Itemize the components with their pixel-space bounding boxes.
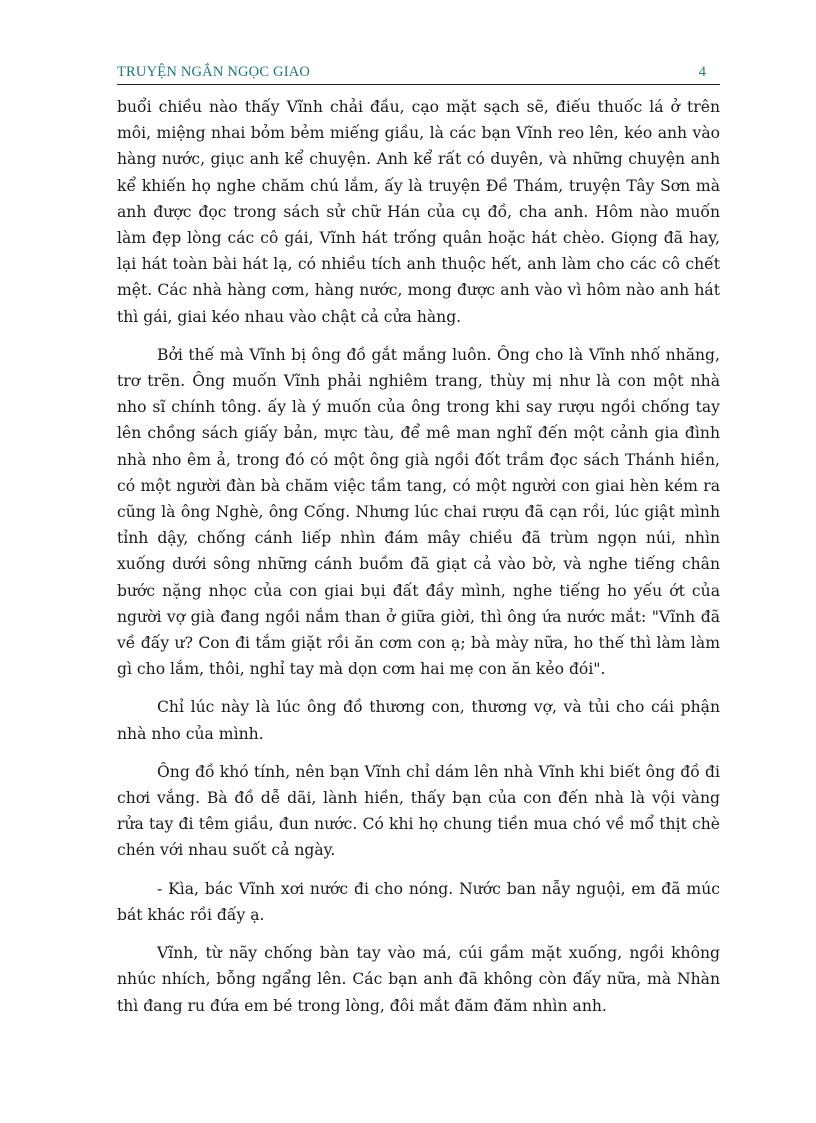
paragraph: Ông đồ khó tính, nên bạn Vĩnh chỉ dám lên nhà Vĩnh khi biết ông đồ đi chơi vắng. Bà đồ dễ dãi, lành hiền, thấy bạn của con đến nhà là vội vàng rửa tay đi têm giầu, đun nước. Có khi họ chung tiền mua chó về mổ thịt chè chén với nhau suốt cả ngày. xyxy=(117,762,720,860)
page-header xyxy=(117,62,720,85)
paragraph: Bởi thế mà Vĩnh bị ông đồ gắt mắng luôn. Ông cho là Vĩnh nhố nhăng, trơ trẽn. Ông muốn Vĩnh phải nghiêm trang, thùy mị như là con một nhà nho sĩ chính tông. ấy là ý muốn của ông trong khi say rượu ngồi chống tay lên chồng sách giấy bản, mực tàu, để mê man nghĩ đến một cảnh gia đình nhà nho êm ả, trong đó có một ông già ngồi đốt trầm đọc sách Thánh hiền, có một người đàn bà chăm việc tầm tang, có một người con giai hèn kém ra cũng là ông Nghè, ông Cống. Nhưng lúc chai rượu đã cạn rồi, lúc giật mình tỉnh dậy, chống cánh liếp nhìn đám mây chiều đã trùm ngọn núi, nhìn xuống dưới sông những cánh buồm đã giạt cả vào bờ, và nghe tiếng chân bước nặng nhọc của con giai bụi đất đầy mình, nghe tiếng ho yếu ớt của người vợ già đang ngồi nắm than ở giữa giời, thì ông ứa nước mắt: "Vĩnh đã về đấy ư? Con đi tắm giặt rồi ăn cơm con ạ; bà mày nữa, ho thế thì làm làm gì cho lắm, thôi, nghỉ tay mà dọn cơm hai mẹ con ăn kẻo đói". xyxy=(117,345,720,679)
paragraph: buổi chiều nào thấy Vĩnh chải đầu, cạo mặt sạch sẽ, điếu thuốc lá ở trên môi, miệng nhai bỏm bẻm miếng giầu, là các bạn Vĩnh reo lên, kéo anh vào hàng nước, giục anh kể chuyện. Anh kể rất có duyên, và những chuyện anh kể khiến họ nghe chăm chú lắm, ấy là truyện Đề Thám, truyện Tây Sơn mà anh được đọc trong sách sử chữ Hán của cụ đồ, cha anh. Hôm nào muốn làm đẹp lòng các cô gái, Vĩnh hát trống quân hoặc hát chèo. Giọng đã hay, lại hát toàn bài hát lạ, có nhiều tích anh thuộc hết, anh làm cho các cô chết mệt. Các nhà hàng cơm, hàng nước, mong được anh vào vì hôm nào anh hát thì gái, giai kéo nhau vào chật cả cửa hàng. xyxy=(117,98,720,326)
story-body xyxy=(117,94,720,1031)
paragraph: - Kìa, bác Vĩnh xơi nước đi cho nóng. Nước ban nẫy nguội, em đã múc bát khác rồi đấy ạ. xyxy=(117,879,720,924)
paragraph: Chỉ lúc này là lúc ông đồ thương con, thương vợ, và tủi cho cái phận nhà nho của mình. xyxy=(117,698,720,743)
running-title: TRUYỆN NGẮN NGỌC GIAO xyxy=(117,64,311,80)
page-number: 4 xyxy=(698,64,706,80)
paragraph: Vĩnh, từ nãy chống bàn tay vào má, cúi gầm mặt xuống, ngồi không nhúc nhích, bỗng ngẩng lên. Các bạn anh đã không còn đấy nữa, mà Nhàn thì đang ru đứa em bé trong lòng, đôi mắt đăm đăm nhìn anh. xyxy=(117,944,720,1015)
